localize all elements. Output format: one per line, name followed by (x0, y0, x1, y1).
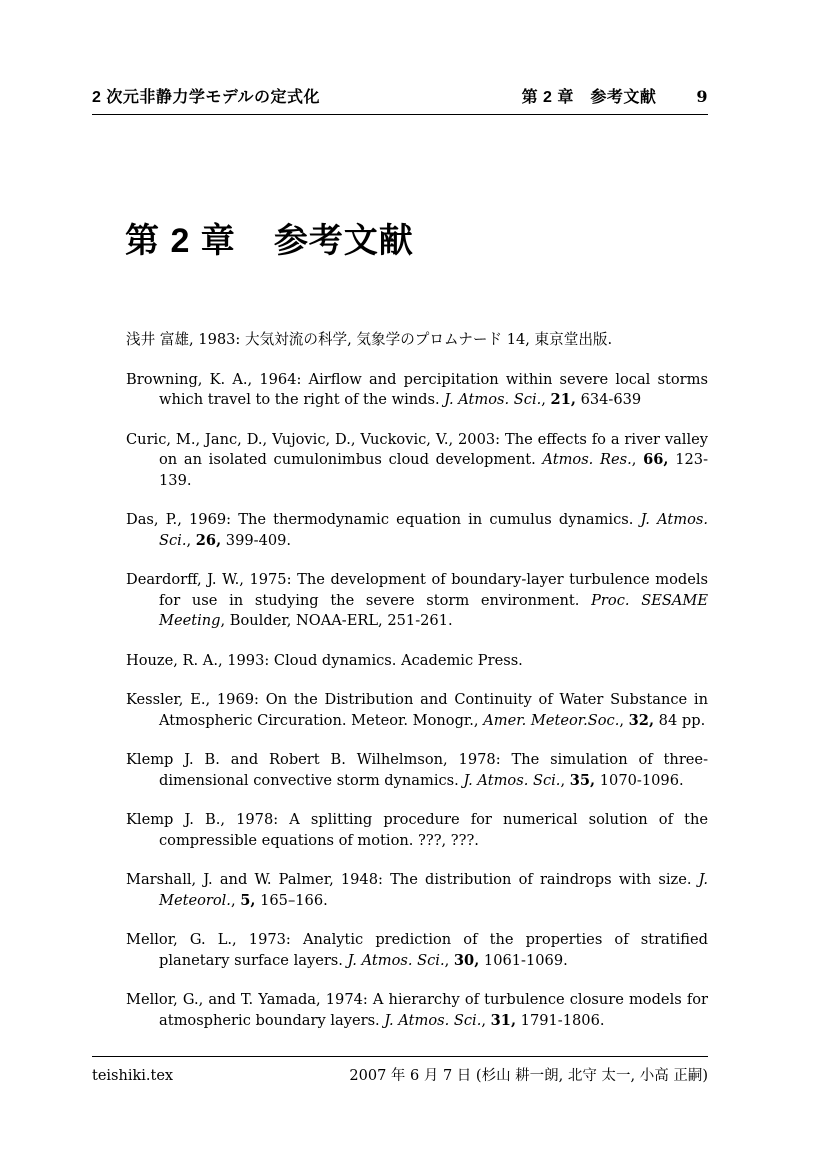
footer-filename: teishiki.tex (92, 1068, 174, 1084)
reference-text-segment: Proc. SESAME Meeting (159, 591, 708, 629)
reference-text-segment: 30, (453, 951, 480, 969)
header-page-number: 9 (696, 87, 708, 106)
reference-text-segment: , (444, 951, 454, 969)
reference-text-segment: Marshall, J. and W. Palmer, 1948: The distribution of raindrops with size. (126, 871, 699, 888)
header-right-title: 第 2 章 参考文献 (521, 89, 657, 106)
reference-text-segment: , (541, 391, 551, 408)
reference-text-segment: 5, (240, 891, 256, 909)
reference-text-segment: J. Atmos. Sci. (347, 951, 445, 969)
page-footer (92, 1056, 708, 1085)
reference-entry (126, 430, 708, 492)
reference-text-segment: J. Meteorol. (159, 871, 708, 909)
reference-entry (126, 690, 708, 731)
reference-text-segment: J. Atmos. Sci. (444, 391, 542, 408)
reference-text-segment: 66, (643, 451, 669, 468)
reference-entry (126, 810, 708, 851)
reference-text-segment: Das, P., 1969: The thermodynamic equation in cumulus dynamics. (126, 511, 641, 528)
header-left-title: 2 次元非静力学モデルの定式化 (92, 89, 321, 106)
reference-text-segment: 浅井 富雄, 1983: 大気対流の科学, 気象学のプロムナード 14, 東京堂出版. (126, 331, 613, 348)
reference-text-segment: , Boulder, NOAA-ERL, 251-261. (220, 612, 453, 629)
page-header (92, 84, 708, 115)
reference-text-segment: Kessler, E., 1969: On the Distribution and Continuity of Water Substance in Atmospheric Circuration. Meteor. Monogr., (126, 691, 708, 729)
reference-text-segment: J. Atmos. Sci. (159, 511, 708, 549)
reference-entry (126, 370, 708, 411)
reference-text-segment: Klemp J. B., 1978: A splitting procedure for numerical solution of the compressible equations of motion. ???, ???. (126, 811, 708, 849)
chapter-heading (125, 213, 414, 262)
chapter-title: 参考文献 (273, 222, 414, 260)
reference-text-segment: 84 pp. (654, 711, 706, 729)
reference-entry (126, 510, 708, 551)
reference-entry (126, 870, 708, 911)
reference-text-segment: Atmos. Res. (542, 451, 632, 468)
reference-text-segment: Deardorff, J. W., 1975: The development of boundary-layer turbulence models for use in studying the severe storm environment. (126, 571, 708, 609)
reference-text-segment: 123-139. (159, 451, 708, 489)
reference-text-segment: 26, (195, 531, 222, 549)
reference-text-segment: Mellor, G., and T. Yamada, 1974: A hierarchy of turbulence closure models for atmospheric boundary layers. (126, 991, 708, 1029)
reference-entry (126, 990, 708, 1031)
reference-text-segment: 32, (628, 711, 655, 729)
footer-date-authors: 2007 年 6 月 7 日 (杉山 耕一朗, 北守 太一, 小高 正嗣) (349, 1068, 708, 1084)
reference-text-segment: 1070-1096. (595, 771, 684, 789)
reference-list (126, 330, 708, 1050)
reference-text-segment: 35, (569, 771, 596, 789)
reference-text-segment: Amer. Meteor.Soc. (483, 711, 620, 729)
reference-text-segment: , (481, 1011, 491, 1029)
reference-text-segment: 1791-1806. (516, 1011, 605, 1029)
reference-text-segment: Curic, M., Janc, D., Vujovic, D., Vuckovic, V., 2003: The effects fo a river valley on an isolated cumulonimbus cloud development. (126, 430, 708, 468)
reference-text-segment: , (230, 891, 241, 909)
reference-text-segment: , (619, 711, 629, 729)
reference-text-segment: , (631, 451, 644, 468)
reference-text-segment: J. Atmos. Sci. (463, 771, 561, 789)
reference-entry (126, 930, 708, 971)
chapter-number: 第 2 章 (125, 222, 236, 260)
reference-text-segment: 634-639 (575, 391, 642, 408)
reference-entry (126, 570, 708, 632)
reference-text-segment: J. Atmos. Sci. (384, 1011, 482, 1029)
reference-entry (126, 750, 708, 791)
reference-text-segment: 165–166. (255, 891, 328, 909)
reference-text-segment: Houze, R. A., 1993: Cloud dynamics. Academic Press. (126, 651, 523, 669)
reference-entry (126, 651, 708, 672)
reference-text-segment: Browning, K. A., 1964: Airflow and percipitation within severe local storms which travel to the right of the winds. (126, 370, 708, 408)
reference-text-segment: 399-409. (221, 531, 292, 549)
reference-entry (126, 330, 708, 351)
reference-text-segment: Mellor, G. L., 1973: Analytic prediction of the properties of stratified planetary surface layers. (126, 931, 708, 969)
header-right (522, 84, 708, 107)
reference-text-segment: 31, (490, 1011, 517, 1029)
reference-text-segment: 21, (550, 391, 576, 408)
reference-text-segment: , (186, 531, 196, 549)
reference-text-segment: Klemp J. B. and Robert B. Wilhelmson, 1978: The simulation of three-dimensional convective storm dynamics. (126, 751, 708, 789)
reference-text-segment: 1061-1069. (479, 951, 568, 969)
reference-text-segment: , (560, 771, 570, 789)
